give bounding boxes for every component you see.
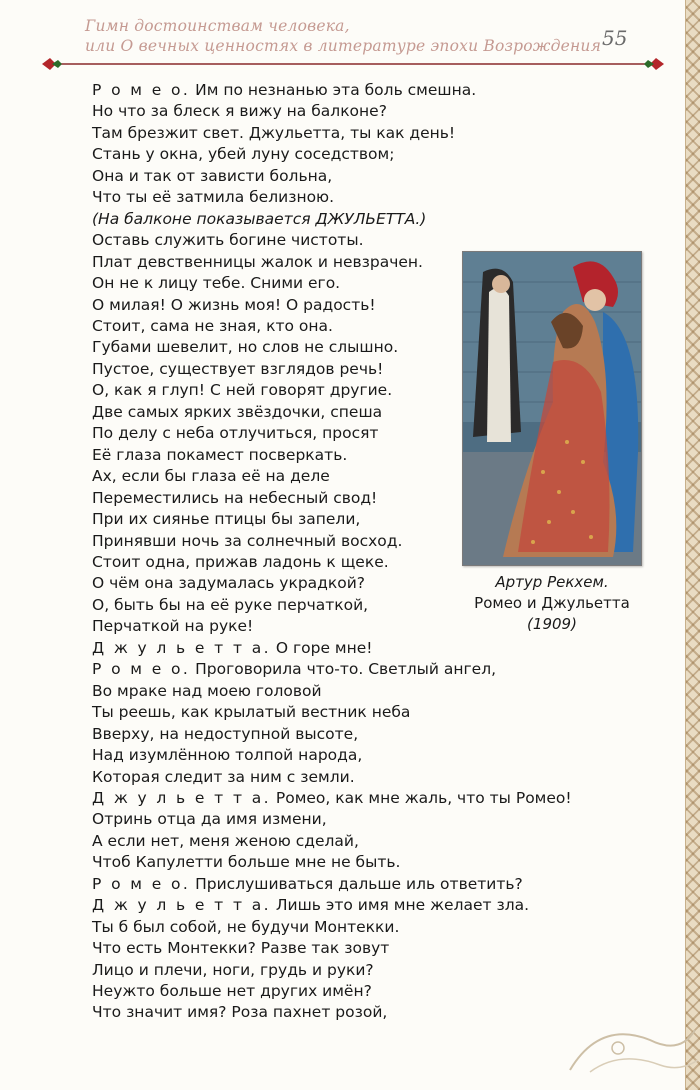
verse-line	[92, 895, 562, 916]
line-text: Им по незнанью эта боль смешна.	[190, 81, 477, 99]
line-text: О милая! О жизнь моя! О радость!	[92, 295, 376, 314]
verse-line	[92, 1002, 562, 1023]
verse-line	[92, 144, 562, 165]
verse-line	[92, 724, 562, 745]
line-text: Стоит одна, прижав ладонь к щеке.	[92, 552, 389, 571]
line-text: Стоит, сама не зная, кто она.	[92, 316, 333, 335]
stage-direction: (На балконе показывается ДЖУЛЬЕТТА.)	[92, 209, 427, 228]
line-text: Он не к лицу тебе. Сними его.	[92, 274, 341, 293]
line-text: Во мраке над моею головой	[92, 681, 322, 700]
verse-line	[92, 788, 572, 809]
decorative-flourish	[560, 1010, 700, 1080]
header-ornamental-rule	[42, 56, 664, 72]
running-header	[85, 16, 602, 56]
line-text: Но что за блеск я вижу на балконе?	[92, 102, 387, 121]
line-text: Плат девственницы жалок и невзрачен.	[92, 252, 423, 271]
verse-line	[92, 767, 562, 788]
verse-line	[92, 831, 562, 852]
verse-line	[92, 123, 562, 144]
verse-line	[92, 702, 562, 723]
verse-line	[92, 166, 562, 187]
caption-work: Ромео и Джульетта	[474, 594, 630, 612]
line-text: О, быть бы на её руке перчаткой,	[92, 595, 369, 614]
line-text: Ах, если бы глаза её на деле	[92, 467, 330, 486]
line-text: Она и так от зависти больна,	[92, 166, 333, 185]
line-text: О горе мне!	[270, 638, 373, 657]
line-text: Что ты её затмила белизною.	[92, 188, 335, 207]
caption-author: Артур Рекхем.	[495, 573, 609, 591]
line-text: О чём она задумалась украдкой?	[92, 574, 366, 593]
line-text: Ромео, как мне жаль, что ты Ромео!	[270, 788, 572, 807]
verse-line	[92, 187, 562, 208]
line-text: Лицо и плечи, ноги, грудь и руки?	[92, 960, 374, 979]
verse-line	[92, 981, 562, 1002]
line-text: Оставь служить богине чистоты.	[92, 231, 364, 250]
verse-line	[92, 917, 562, 938]
line-text: Там брезжит свет. Джульетта, ты как день!	[92, 123, 456, 142]
running-header-line-2: или О вечных ценностях в литературе эпохи Возрождения	[85, 37, 602, 55]
line-text: Две самых ярких звёздочки, спеша	[92, 402, 383, 421]
line-text: Отринь отца да имя измени,	[92, 810, 327, 829]
line-text: Перчаткой на руке!	[92, 617, 254, 636]
verse-line	[92, 874, 562, 895]
line-text: Над изумлённою толпой народа,	[92, 746, 363, 765]
verse-line	[92, 852, 562, 873]
line-text: Принявши ночь за солнечный восход.	[92, 531, 403, 550]
illustration-caption	[462, 572, 642, 635]
speaker-name: Р о м е о.	[92, 874, 191, 893]
verse-line	[92, 960, 562, 981]
verse-line	[92, 101, 562, 122]
speaker-name: Р о м е о.	[92, 660, 191, 679]
verse-line	[92, 80, 562, 101]
line-text: Ты б был собой, не будучи Монтекки.	[92, 917, 400, 936]
running-header-line-1: Гимн достоинствам человека,	[85, 17, 350, 35]
verse-line	[92, 659, 562, 680]
decorative-side-border	[685, 0, 700, 1090]
line-text: Которая следит за ним с земли.	[92, 767, 355, 786]
line-text: О, как я глуп! С ней говорят другие.	[92, 381, 393, 400]
verse-line	[92, 938, 562, 959]
page-number: 55	[602, 26, 628, 50]
line-text: Ты реешь, как крылатый вестник неба	[92, 703, 411, 722]
line-text: По делу с неба отлучиться, просят	[92, 424, 379, 443]
line-text: Пустое, существует взглядов речь!	[92, 359, 384, 378]
romeo-and-juliet-illustration	[462, 251, 642, 566]
line-text: Проговорила что-то. Светлый ангел,	[190, 660, 497, 679]
verse-line	[92, 681, 562, 702]
line-text: Лишь это имя мне желает зла.	[270, 896, 530, 915]
line-text: Что есть Монтекки? Разве так зовут	[92, 939, 390, 958]
speaker-name: Р о м е о.	[92, 81, 191, 99]
line-text: Вверху, на недоступной высоте,	[92, 724, 359, 743]
line-text: Чтоб Капулетти больше мне не быть.	[92, 853, 401, 872]
speaker-name: Д ж у л ь е т т а.	[92, 788, 271, 807]
line-text: Её глаза покамест посверкать.	[92, 445, 348, 464]
line-text: Переместились на небесный свод!	[92, 488, 378, 507]
line-text: А если нет, меня женою сделай,	[92, 831, 359, 850]
speaker-name: Д ж у л ь е т т а.	[92, 638, 271, 657]
line-text: Прислушиваться дальше иль ответить?	[190, 874, 523, 893]
line-text: Что значит имя? Роза пахнет розой,	[92, 1003, 388, 1022]
verse-line	[92, 809, 562, 830]
line-text: При их сиянье птицы бы запели,	[92, 510, 361, 529]
line-text: Неужто больше нет других имён?	[92, 982, 372, 1001]
verse-line	[92, 230, 562, 251]
line-text: Стань у окна, убей луну соседством;	[92, 145, 395, 164]
verse-line	[92, 745, 562, 766]
speaker-name: Д ж у л ь е т т а.	[92, 896, 271, 915]
caption-year: (1909)	[527, 615, 577, 633]
line-text: Губами шевелит, но слов не слышно.	[92, 338, 399, 357]
verse-line	[92, 638, 562, 659]
